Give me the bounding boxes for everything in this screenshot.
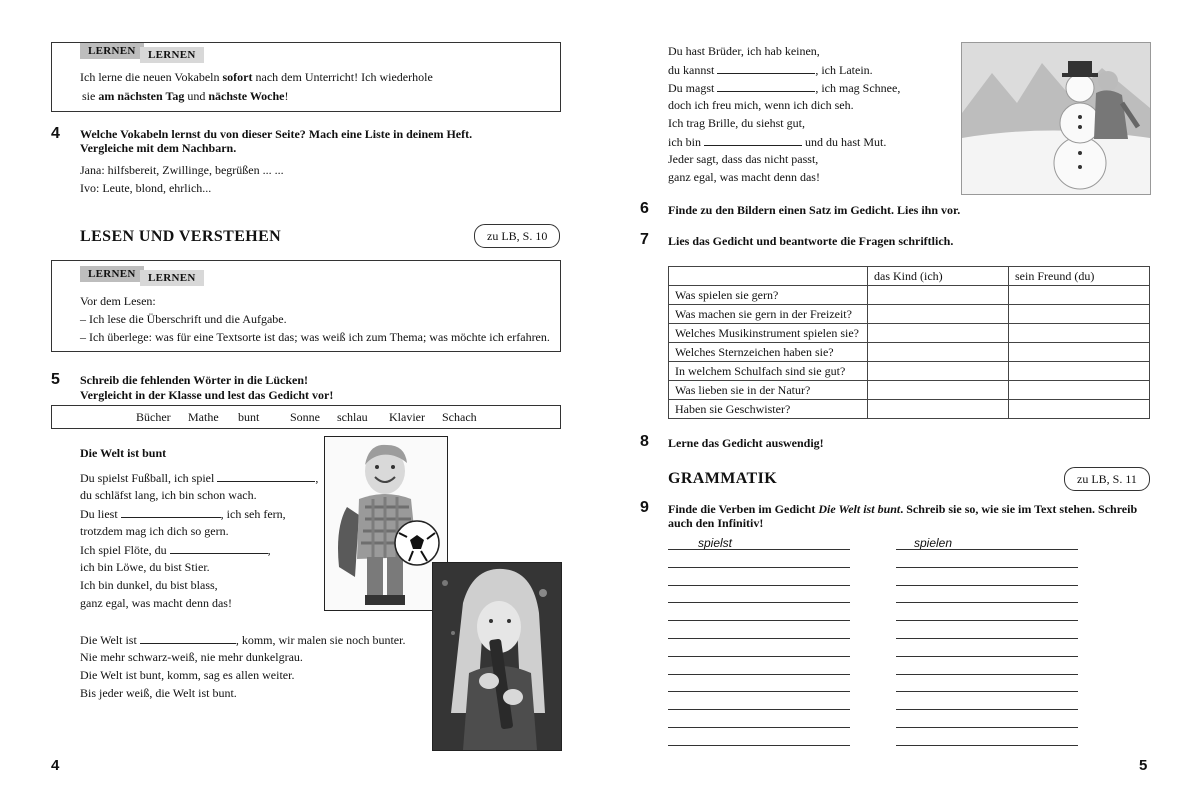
writing-line[interactable]	[668, 602, 850, 603]
poem-line: Du liest , ich seh fern,	[80, 507, 286, 521]
question-cell: Was machen sie gern in der Freizeit?	[669, 305, 868, 324]
poem-line: Ich trag Brille, du siehst gut,	[668, 116, 805, 130]
poem-line: ich bin und du hast Mut.	[668, 135, 887, 149]
writing-line[interactable]	[668, 638, 850, 639]
lernen-tag-back: LERNEN	[80, 43, 144, 59]
writing-line[interactable]	[668, 745, 850, 746]
writing-line[interactable]	[896, 656, 1078, 657]
writing-line[interactable]	[896, 638, 1078, 639]
task-6-number: 6	[640, 200, 649, 217]
writing-line[interactable]	[896, 745, 1078, 746]
question-cell: Was lieben sie in der Natur?	[669, 381, 868, 400]
writing-line[interactable]	[896, 620, 1078, 621]
answer-cell[interactable]	[868, 305, 1009, 324]
poem-line: Du hast Brüder, ich hab keinen,	[668, 44, 820, 58]
reference-badge-lb11: zu LB, S. 11	[1064, 467, 1150, 491]
table-header-cell: sein Freund (du)	[1009, 267, 1150, 286]
writing-line[interactable]	[668, 709, 850, 710]
task-8-instruction: Lerne das Gedicht auswendig!	[668, 436, 824, 450]
answer-cell[interactable]	[868, 324, 1009, 343]
poem-line: Die Welt ist bunt, komm, sag es allen weiter.	[80, 668, 295, 682]
task-8-number: 8	[640, 433, 649, 450]
table-header-cell: das Kind (ich)	[868, 267, 1009, 286]
answer-cell[interactable]	[868, 286, 1009, 305]
writing-line[interactable]	[896, 549, 1078, 550]
section-heading-grammatik: GRAMMATIK	[668, 470, 778, 487]
poem-line: ich bin Löwe, du bist Stier.	[80, 560, 210, 574]
poem-blank[interactable]	[217, 470, 315, 482]
word-bank-item: Klavier	[389, 410, 425, 424]
word-bank-item: Bücher	[136, 410, 171, 424]
poem-blank[interactable]	[704, 134, 802, 146]
writing-line[interactable]	[668, 691, 850, 692]
poem-line: doch ich freu mich, wenn ich dich seh.	[668, 98, 854, 112]
question-cell: Haben sie Geschwister?	[669, 400, 868, 419]
task-5-instruction-2: Vergleicht in der Klasse und lest das Gedicht vor!	[80, 388, 334, 402]
example-verb: spielst	[698, 536, 733, 550]
lernen-tag: LERNEN	[140, 270, 204, 286]
boy-football-photo	[324, 436, 448, 611]
task-4-example-2: Ivo: Leute, blond, ehrlich...	[80, 181, 212, 195]
table-row	[669, 343, 1150, 362]
task-4-number: 4	[51, 125, 60, 142]
answer-cell[interactable]	[1009, 305, 1150, 324]
answer-cell[interactable]	[1009, 286, 1150, 305]
poem-blank[interactable]	[170, 542, 268, 554]
writing-line[interactable]	[896, 709, 1078, 710]
writing-line[interactable]	[896, 674, 1078, 675]
question-cell: Welches Musikinstrument spielen sie?	[669, 324, 868, 343]
word-bank-item: bunt	[238, 410, 260, 424]
table-header-row	[669, 267, 1150, 286]
answer-cell[interactable]	[1009, 400, 1150, 419]
table-row	[669, 400, 1150, 419]
task-9-instruction-2: auch den Infinitiv!	[668, 516, 764, 530]
poem-line: du schläfst lang, ich bin schon wach.	[80, 488, 257, 502]
writing-line[interactable]	[896, 691, 1078, 692]
poem-blank[interactable]	[717, 62, 815, 74]
poem-blank[interactable]	[140, 632, 236, 644]
answer-cell[interactable]	[1009, 324, 1150, 343]
answer-cell[interactable]	[1009, 343, 1150, 362]
writing-line[interactable]	[668, 727, 850, 728]
girl-flute-photo	[432, 562, 562, 751]
task-4-instruction-2: Vergleiche mit dem Nachbarn.	[80, 141, 237, 155]
lernen-reading-line-2: – Ich lese die Überschrift und die Aufgabe.	[80, 312, 287, 326]
poem-line: ganz egal, was macht denn das!	[80, 596, 232, 610]
word-bank-item: schlau	[337, 410, 368, 424]
lernen-tag: LERNEN	[140, 47, 204, 63]
lernen-reading-line-3: – Ich überlege: was für eine Textsorte ist das; was weiß ich zum Thema; was möchte ich erfahren.	[80, 330, 550, 344]
task-7-number: 7	[640, 231, 649, 248]
writing-line[interactable]	[668, 549, 850, 550]
word-bank-item: Mathe	[188, 410, 219, 424]
task-7-instruction: Lies das Gedicht und beantworte die Fragen schriftlich.	[668, 234, 954, 248]
section-heading-lesen: LESEN UND VERSTEHEN	[80, 228, 282, 245]
lernen-reading-line-1: Vor dem Lesen:	[80, 294, 156, 308]
page-number-right: 5	[1139, 757, 1148, 774]
task-6-instruction: Finde zu den Bildern einen Satz im Gedicht. Lies ihn vor.	[668, 203, 961, 217]
writing-line[interactable]	[668, 620, 850, 621]
poem-line: Die Welt ist , komm, wir malen sie noch bunter.	[80, 633, 406, 647]
task-5-instruction-1: Schreib die fehlenden Wörter in die Lücken!	[80, 373, 309, 387]
poem-title: Die Welt ist bunt	[80, 446, 167, 460]
reference-badge-lb10: zu LB, S. 10	[474, 224, 560, 248]
table-row	[669, 305, 1150, 324]
poem-line: trotzdem mag ich dich so gern.	[80, 524, 229, 538]
writing-line[interactable]	[668, 567, 850, 568]
writing-line[interactable]	[668, 674, 850, 675]
answer-cell[interactable]	[868, 343, 1009, 362]
table-row	[669, 362, 1150, 381]
task-4-instruction-1: Welche Vokabeln lernst du von dieser Seite? Mach eine Liste in deinem Heft.	[80, 127, 473, 141]
writing-line[interactable]	[896, 585, 1078, 586]
answer-cell[interactable]	[1009, 362, 1150, 381]
poem-line: Du spielst Fußball, ich spiel ,	[80, 471, 319, 485]
question-cell: In welchem Schulfach sind sie gut?	[669, 362, 868, 381]
writing-line[interactable]	[668, 656, 850, 657]
table-row	[669, 381, 1150, 400]
table-header-cell	[669, 267, 868, 286]
snowman-photo	[961, 42, 1151, 195]
answer-cell[interactable]	[868, 362, 1009, 381]
example-infinitive: spielen	[914, 536, 953, 550]
page-number-left: 4	[51, 757, 60, 774]
answer-cell[interactable]	[868, 381, 1009, 400]
writing-line[interactable]	[896, 727, 1078, 728]
lernen-text-line-1: Ich lerne die neuen Vokabeln sofort nach dem Unterricht! Ich wiederhole	[80, 70, 433, 84]
lernen-text-line-2: sie am nächsten Tag und nächste Woche!	[82, 89, 289, 103]
word-bank-item: Sonne	[290, 410, 320, 424]
lernen-tag-back: LERNEN	[80, 266, 144, 282]
table-row	[669, 286, 1150, 305]
poem-line: Du magst , ich mag Schnee,	[668, 81, 901, 95]
writing-line[interactable]	[896, 602, 1078, 603]
table-row	[669, 324, 1150, 343]
writing-line[interactable]	[668, 585, 850, 586]
poem-line: Nie mehr schwarz-weiß, nie mehr dunkelgrau.	[80, 650, 303, 664]
task-9-number: 9	[640, 499, 649, 516]
poem-line: Ich spiel Flöte, du ,	[80, 543, 271, 557]
task-9-instruction-1: Finde die Verben im Gedicht Die Welt ist bunt. Schreib sie so, wie sie im Text stehen. Schreib	[668, 502, 1138, 516]
question-cell: Welches Sternzeichen haben sie?	[669, 343, 868, 362]
question-cell: Was spielen sie gern?	[669, 286, 868, 305]
poem-line: ganz egal, was macht denn das!	[668, 170, 820, 184]
poem-line: Ich bin dunkel, du bist blass,	[80, 578, 218, 592]
poem-line: Bis jeder weiß, die Welt ist bunt.	[80, 686, 237, 700]
poem-blank[interactable]	[121, 506, 221, 518]
word-bank-item: Schach	[442, 410, 477, 424]
task-5-number: 5	[51, 371, 60, 388]
poem-line: du kannst , ich Latein.	[668, 63, 873, 77]
questions-table	[668, 266, 1150, 419]
writing-line[interactable]	[896, 567, 1078, 568]
task-4-example-1: Jana: hilfsbereit, Zwillinge, begrüßen ... ...	[80, 163, 284, 177]
poem-blank[interactable]	[717, 80, 815, 92]
poem-line: Jeder sagt, dass das nicht passt,	[668, 152, 819, 166]
answer-cell[interactable]	[1009, 381, 1150, 400]
answer-cell[interactable]	[868, 400, 1009, 419]
